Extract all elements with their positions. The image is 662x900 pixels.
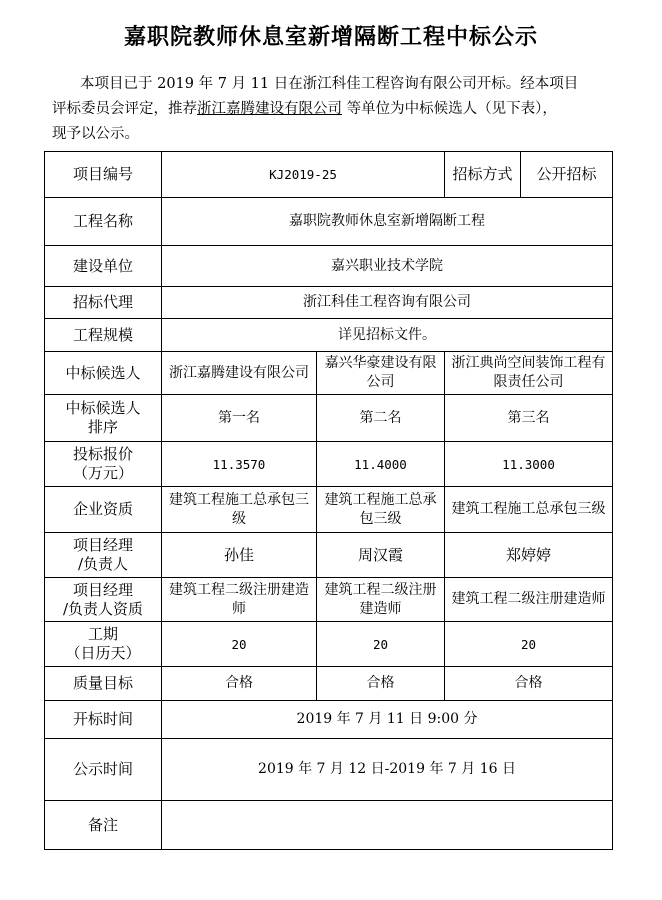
owner-label: 建设单位: [45, 246, 162, 287]
cand-1-period: 20: [162, 622, 317, 667]
agent-value: 浙江科佳工程咨询有限公司: [162, 287, 613, 319]
cand-2-manager-qual: 建筑工程二级注册建造师: [317, 578, 445, 622]
intro-line-1: 本项目已于 2019 年 7 月 11 日在浙江科佳工程咨询有限公司开标。经本项目: [80, 76, 579, 92]
method-label: 招标方式: [445, 152, 521, 198]
cand-2-name: 嘉兴华豪建设有限公司: [317, 352, 445, 395]
row-project-name: [45, 198, 613, 246]
price-label-line2: （万元）: [72, 464, 133, 482]
cand-3-rank: 第三名: [445, 395, 613, 442]
pm-label-line2: /负责人: [77, 555, 129, 573]
cand-3-qual: 建筑工程施工总承包三级: [445, 487, 613, 533]
cand-label: 中标候选人: [45, 352, 162, 395]
scale-value: 详见招标文件。: [162, 319, 613, 352]
row-manager: [45, 533, 613, 578]
cand-2-price: 11.4000: [317, 442, 445, 487]
bid-result-table: [44, 151, 613, 850]
period-label-line2: （日历天）: [65, 644, 141, 662]
pub-label: 公示时间: [45, 739, 162, 801]
remark-value: [162, 801, 613, 850]
remark-label: 备注: [45, 801, 162, 850]
row-scale: [45, 319, 613, 352]
row-remark: [45, 801, 613, 850]
cand-3-name: 浙江典尚空间装饰工程有限责任公司: [445, 352, 613, 395]
cand-1-name: 浙江嘉腾建设有限公司: [162, 352, 317, 395]
open-label: 开标时间: [45, 701, 162, 739]
cand-2-rank: 第二名: [317, 395, 445, 442]
period-label: [45, 622, 162, 667]
intro-line-2-post: 等单位为中标候选人（见下表），: [342, 101, 557, 117]
name-label: 工程名称: [45, 198, 162, 246]
rank-label-line1: 中标候选人: [65, 399, 141, 417]
row-publish-time: [45, 739, 613, 801]
period-label-line1: 工期: [87, 625, 118, 643]
rank-label: [45, 395, 162, 442]
cand-3-price: 11.3000: [445, 442, 613, 487]
scale-label: 工程规模: [45, 319, 162, 352]
cand-3-manager-qual: 建筑工程二级注册建造师: [445, 578, 613, 622]
project-no-value: KJ2019-25: [162, 152, 445, 198]
method-value: 公开招标: [521, 152, 613, 198]
cand-2-manager: 周汉霞: [317, 533, 445, 578]
intro-paragraph: [52, 72, 612, 147]
cand-3-quality: 合格: [445, 667, 613, 701]
cand-1-manager: 孙佳: [162, 533, 317, 578]
cand-1-qual: 建筑工程施工总承包三级: [162, 487, 317, 533]
row-manager-qual: [45, 578, 613, 622]
row-agent: [45, 287, 613, 319]
row-owner: [45, 246, 613, 287]
page-title: 嘉职院教师休息室新增隔断工程中标公示: [123, 25, 538, 50]
cand-1-quality: 合格: [162, 667, 317, 701]
row-project-no: [45, 152, 613, 198]
agent-label: 招标代理: [45, 287, 162, 319]
owner-value: 嘉兴职业技术学院: [162, 246, 613, 287]
price-label-line1: 投标报价: [72, 445, 133, 463]
price-label: [45, 442, 162, 487]
pmq-label-line1: 项目经理: [72, 580, 133, 599]
cand-1-rank: 第一名: [162, 395, 317, 442]
cand-2-qual: 建筑工程施工总承包三级: [317, 487, 445, 533]
intro-line-2-pre: 评标委员会评定，推荐: [52, 101, 197, 117]
row-quality: [45, 667, 613, 701]
cand-2-period: 20: [317, 622, 445, 667]
row-period: [45, 622, 613, 667]
rank-label-line2: 排序: [87, 418, 118, 436]
cand-3-period: 20: [445, 622, 613, 667]
row-candidates: [45, 352, 613, 395]
intro-line-3: 现予以公示。: [52, 126, 139, 142]
pub-time-value: 2019 年 7 月 12 日-2019 年 7 月 16 日: [162, 739, 613, 801]
name-value: 嘉职院教师休息室新增隔断工程: [162, 198, 613, 246]
pm-label-line1: 项目经理: [72, 536, 133, 554]
project-no-label: 项目编号: [45, 152, 162, 198]
intro-line-2: [52, 97, 612, 122]
row-rank: [45, 395, 613, 442]
pmq-label-line2: /负责人资质: [62, 599, 144, 618]
cand-3-manager: 郑婷婷: [445, 533, 613, 578]
cand-2-quality: 合格: [317, 667, 445, 701]
open-time-value: 2019 年 7 月 11 日 9:00 分: [162, 701, 613, 739]
cand-1-price: 11.3570: [162, 442, 317, 487]
winner-company-link: 浙江嘉腾建设有限公司: [197, 101, 342, 117]
quality-label: 质量目标: [45, 667, 162, 701]
pm-label: [45, 533, 162, 578]
qual-label: 企业资质: [45, 487, 162, 533]
row-qualification: [45, 487, 613, 533]
pmq-label: [45, 578, 162, 622]
cand-1-manager-qual: 建筑工程二级注册建造师: [162, 578, 317, 622]
row-open-time: [45, 701, 613, 739]
row-price: [45, 442, 613, 487]
